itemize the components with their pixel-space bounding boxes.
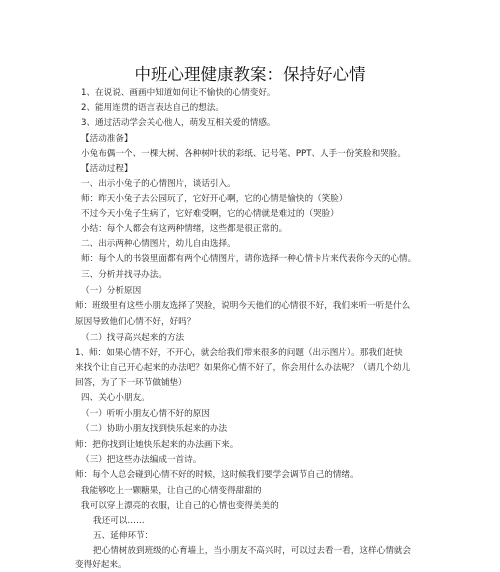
document-title: 中班心理健康教案：保持好心情 — [134, 65, 366, 84]
text-line: 师：每个人的书袋里面都有两个心情图片，请你选择一种心情卡片来代表你今天的心情。 — [81, 254, 417, 264]
text-line: 师：班级里有这些小朋友选择了哭脸，说明今天他们的心情很不好，我们来听一听是什么 — [75, 301, 411, 311]
text-line: 小结：每个人都会有这两种情绪，这些都是很正常的。 — [81, 224, 288, 234]
text-line: 三、分析并找寻办法。 — [81, 270, 167, 280]
text-line: （二）找寻高兴起来的方法 — [81, 333, 185, 343]
text-line: （一）分析原因 — [81, 286, 142, 296]
text-line: 把心情树放到班级的心育墙上，当小朋友不高兴时，可以过去看一看，这样心情就会 — [93, 546, 411, 556]
text-line: 二、出示两种心情图片，幼儿自由选择。 — [81, 239, 236, 249]
text-line: 师：每个人总会碰到心情不好的时候，这时候我们要学会调节自己的情绪。 — [75, 470, 359, 480]
text-line: 我可以穿上漂亮的衣服，让自己的心情也变得美美的 — [81, 501, 279, 511]
text-line: 师：昨天小兔子去公园玩了，它好开心啊，它的心情是愉快的（笑脸） — [81, 194, 348, 204]
text-line: （三）把这些办法编成一首诗。 — [81, 455, 202, 465]
text-line: （一）听听小朋友心情不好的原因 — [81, 409, 210, 419]
text-line: 来找个让自己开心起来的办法吧？如果你心情不好了，你会用什么办法呢？（请几个幼儿 — [75, 363, 411, 373]
text-line: 【活动过程】 — [81, 164, 133, 174]
text-line: （二）协助小朋友找到快乐起来的办法 — [81, 424, 228, 434]
text-line: 我还可以…… — [93, 516, 145, 526]
text-line: 1、在说说、画画中知道如何让不愉快的心情变好。 — [81, 88, 276, 98]
text-line: 师：把你找到让她快乐起来的办法画下来。 — [75, 440, 239, 450]
text-line: 四、关心小朋友。 — [81, 393, 150, 403]
text-line: 五、延伸环节： — [93, 531, 154, 541]
text-line: 1、师：如果心情不好，不开心，就会给我们带来很多的问题（出示图片）。那我们赶快 — [75, 348, 403, 358]
text-line: 回答，为了下一环节做铺垫） — [75, 378, 187, 388]
text-line: 变得好起来。 — [75, 560, 127, 570]
text-line: 我能够吃上一颗糖果，让自己的心情变得甜甜的 — [81, 486, 262, 496]
text-line: 一、出示小兔子的心情图片，谈话引入。 — [81, 179, 236, 189]
text-line: 2、能用连贯的语言表达自己的想法。 — [81, 103, 224, 113]
text-line: 小兔布偶一个、一棵大树、各种树叶状的彩纸、记号笔、PPT、人手一份笑脸和哭脸。 — [81, 149, 406, 159]
text-line: 【活动准备】 — [81, 134, 133, 144]
text-line: 不过今天小兔子生病了，它好难受啊，它的心情就是难过的（哭脸） — [81, 209, 339, 219]
text-line: 3、通过活动学会关心他人，萌发互相关爱的情感。 — [81, 118, 276, 128]
text-line: 原因导致他们心情不好，好吗？ — [75, 317, 196, 327]
